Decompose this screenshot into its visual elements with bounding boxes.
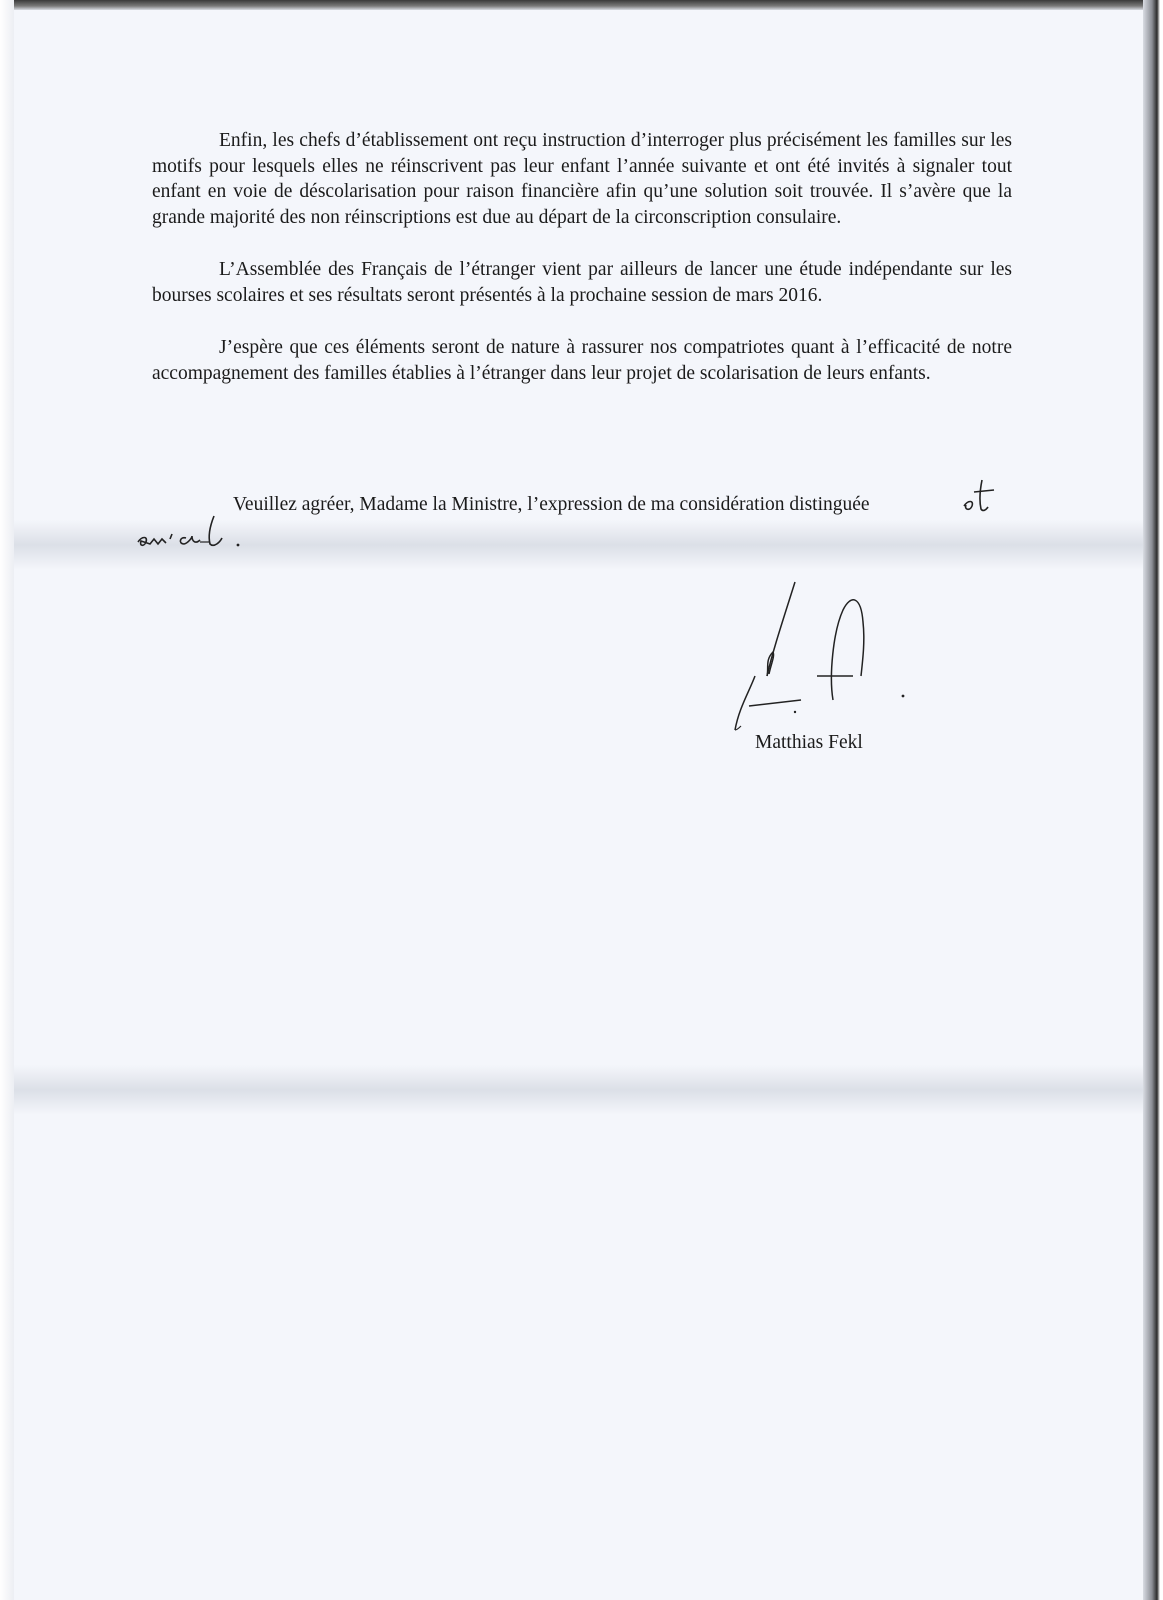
paragraph-reassurance: J’espère que ces éléments seront de nature à rassurer nos compatriotes quant à l’efficacité de notre accompagnement des familles établies à l’étranger dans leur projet de scolarisation de leurs enfants. [152, 337, 1012, 384]
closing-formula: Veuillez agréer, Madame la Ministre, l’expression de ma considération distinguée [233, 494, 870, 515]
signer-name: Matthias Fekl [755, 732, 863, 753]
scan-edge-left [0, 0, 14, 1600]
scan-edge-top [0, 0, 1163, 10]
scan-edge-right [1143, 0, 1163, 1600]
handwritten-et [960, 476, 1010, 516]
paragraph-assembly-study: L’Assemblée des Français de l’étranger vient par ailleurs de lancer une étude indépendante sur les bourses scolaires et ses résultats seront présentés à la prochaine session de mars 2016. [152, 259, 1012, 306]
handwritten-signature [725, 580, 925, 740]
letter-body [152, 128, 1012, 413]
paragraph-enrollment: Enfin, les chefs d’établissement ont reçu instruction d’interroger plus précisément les familles sur les motifs pour lesquels elles ne réinscrivent pas leur enfant l’année suivante et ont été invités à signaler tout enfant en voie de déscolarisation pour raison financière afin qu’une solution soit trouvée. Il s’avère que la grande majorité des non réinscriptions est due au départ de la circonscription consulaire. [152, 130, 1012, 228]
handwritten-amicale [134, 512, 254, 562]
paper-fold-lower [14, 1065, 1143, 1115]
